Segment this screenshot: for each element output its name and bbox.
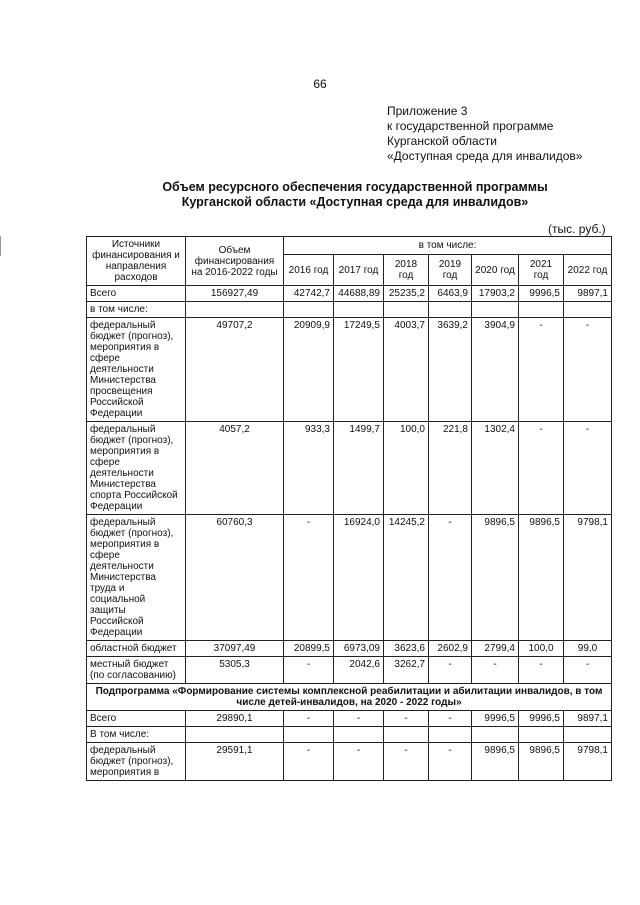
header-year: 2018 год — [384, 255, 429, 286]
title-line-1: Объем ресурсного обеспечения государственной программы — [162, 180, 548, 194]
cell-value: 6463,9 — [429, 286, 472, 302]
cell-value — [519, 302, 564, 318]
cell-value — [564, 302, 612, 318]
row-label: федеральный бюджет (прогноз), мероприятия в — [87, 743, 186, 781]
cell-value: 9798,1 — [564, 743, 612, 781]
subprogram-title: Подпрограмма «Формирование системы комплексной реабилитации и абилитации инвалидов, в том числе детей-инвалидов, на 2020 - 2022 годы» — [87, 684, 612, 711]
cell-value: 14245,2 — [384, 515, 429, 641]
cell-value: 9896,5 — [472, 743, 519, 781]
row-volume: 156927,49 — [186, 286, 284, 302]
cell-value: - — [472, 657, 519, 684]
row-label: федеральный бюджет (прогноз), мероприятия в сфере деятельности Министерства труда и социальной защиты Российской Федерации — [87, 515, 186, 641]
appendix-line-4: «Доступная среда для инвалидов» — [387, 149, 583, 163]
cell-value: - — [334, 711, 384, 727]
cell-value — [429, 302, 472, 318]
cell-value: 20909,9 — [284, 318, 334, 422]
cell-value: 25235,2 — [384, 286, 429, 302]
cell-value — [564, 727, 612, 743]
header-year: 2022 год — [564, 255, 612, 286]
cell-value: 17903,2 — [472, 286, 519, 302]
cell-value: - — [334, 743, 384, 781]
cell-value: 100,0 — [519, 641, 564, 657]
cell-value: - — [564, 422, 612, 515]
cell-value: - — [564, 657, 612, 684]
header-sources: Источники финансирования и направления расходов — [87, 237, 186, 286]
table-row — [87, 657, 612, 684]
cell-value: - — [519, 318, 564, 422]
cell-value — [472, 302, 519, 318]
cell-value: 9897,1 — [564, 286, 612, 302]
cell-value — [284, 727, 334, 743]
table-row — [87, 641, 612, 657]
cell-value: 933,3 — [284, 422, 334, 515]
cell-value — [334, 302, 384, 318]
cell-value — [384, 727, 429, 743]
cell-value: 1499,7 — [334, 422, 384, 515]
financing-table — [86, 236, 612, 781]
header-year: 2017 год — [334, 255, 384, 286]
row-label: Всего — [87, 711, 186, 727]
cell-value: 2042,6 — [334, 657, 384, 684]
appendix-block — [387, 104, 582, 164]
cell-value: - — [429, 743, 472, 781]
cell-value: 3639,2 — [429, 318, 472, 422]
subprogram-row — [87, 684, 612, 711]
margin-mark — [0, 236, 1, 256]
row-label: федеральный бюджет (прогноз), мероприятия в сфере деятельности Министерства просвещения Российской Федерации — [87, 318, 186, 422]
appendix-line-1: Приложение 3 — [387, 104, 468, 118]
cell-value: 42742,7 — [284, 286, 334, 302]
cell-value — [284, 302, 334, 318]
cell-value: 20899,5 — [284, 641, 334, 657]
cell-value: 6973,09 — [334, 641, 384, 657]
cell-value: - — [429, 657, 472, 684]
header-year: 2019 год — [429, 255, 472, 286]
cell-value — [334, 727, 384, 743]
table-row — [87, 515, 612, 641]
cell-value: - — [284, 515, 334, 641]
cell-value: 9896,5 — [519, 743, 564, 781]
page-number: 66 — [313, 77, 327, 91]
cell-value: 3904,9 — [472, 318, 519, 422]
row-label: областной бюджет — [87, 641, 186, 657]
header-volume: Объем финансирования на 2016-2022 годы — [186, 237, 284, 286]
table-header-row — [87, 237, 612, 255]
table-row — [87, 743, 612, 781]
cell-value: 9996,5 — [519, 711, 564, 727]
appendix-line-2: к государственной программе — [387, 119, 554, 133]
row-volume: 49707,2 — [186, 318, 284, 422]
cell-value: 2602,9 — [429, 641, 472, 657]
cell-value: 1302,4 — [472, 422, 519, 515]
row-volume: 60760,3 — [186, 515, 284, 641]
cell-value: - — [384, 711, 429, 727]
cell-value: 16924,0 — [334, 515, 384, 641]
cell-value: - — [519, 657, 564, 684]
row-volume: 29591,1 — [186, 743, 284, 781]
cell-value — [472, 727, 519, 743]
cell-value — [384, 302, 429, 318]
table-row — [87, 318, 612, 422]
row-volume: 4057,2 — [186, 422, 284, 515]
cell-value: - — [564, 318, 612, 422]
cell-value: 9896,5 — [519, 515, 564, 641]
document-title — [100, 180, 610, 210]
cell-value: 9996,5 — [472, 711, 519, 727]
row-label: Всего — [87, 286, 186, 302]
cell-value: - — [429, 515, 472, 641]
table-row — [87, 422, 612, 515]
appendix-line-3: Курганской области — [387, 134, 497, 148]
row-volume: 37097,49 — [186, 641, 284, 657]
cell-value: 17249,5 — [334, 318, 384, 422]
cell-value: 9798,1 — [564, 515, 612, 641]
table-row — [87, 711, 612, 727]
row-volume: 5305,3 — [186, 657, 284, 684]
cell-value: - — [284, 711, 334, 727]
row-label: местный бюджет (по согласованию) — [87, 657, 186, 684]
header-year: 2021 год — [519, 255, 564, 286]
row-volume — [186, 727, 284, 743]
units-label: (тыс. руб.) — [548, 222, 606, 236]
cell-value: - — [284, 743, 334, 781]
header-including: в том числе: — [284, 237, 612, 255]
row-label: федеральный бюджет (прогноз), мероприятия в сфере деятельности Министерства спорта Российской Федерации — [87, 422, 186, 515]
cell-value: 4003,7 — [384, 318, 429, 422]
row-label: В том числе: — [87, 727, 186, 743]
table-row — [87, 302, 612, 318]
cell-value: 44688,89 — [334, 286, 384, 302]
cell-value: - — [384, 743, 429, 781]
table-row — [87, 286, 612, 302]
table-row — [87, 727, 612, 743]
cell-value: - — [519, 422, 564, 515]
cell-value: 3262,7 — [384, 657, 429, 684]
header-year: 2016 год — [284, 255, 334, 286]
row-volume: 29890,1 — [186, 711, 284, 727]
cell-value — [519, 727, 564, 743]
cell-value: 221,8 — [429, 422, 472, 515]
cell-value: 100,0 — [384, 422, 429, 515]
cell-value: 99,0 — [564, 641, 612, 657]
cell-value — [429, 727, 472, 743]
row-volume — [186, 302, 284, 318]
cell-value: 9896,5 — [472, 515, 519, 641]
title-line-2: Курганской области «Доступная среда для инвалидов» — [181, 195, 529, 209]
cell-value: - — [429, 711, 472, 727]
header-year: 2020 год — [472, 255, 519, 286]
cell-value: - — [284, 657, 334, 684]
cell-value: 9897,1 — [564, 711, 612, 727]
cell-value: 3623,6 — [384, 641, 429, 657]
cell-value: 2799,4 — [472, 641, 519, 657]
cell-value: 9996,5 — [519, 286, 564, 302]
row-label: в том числе: — [87, 302, 186, 318]
